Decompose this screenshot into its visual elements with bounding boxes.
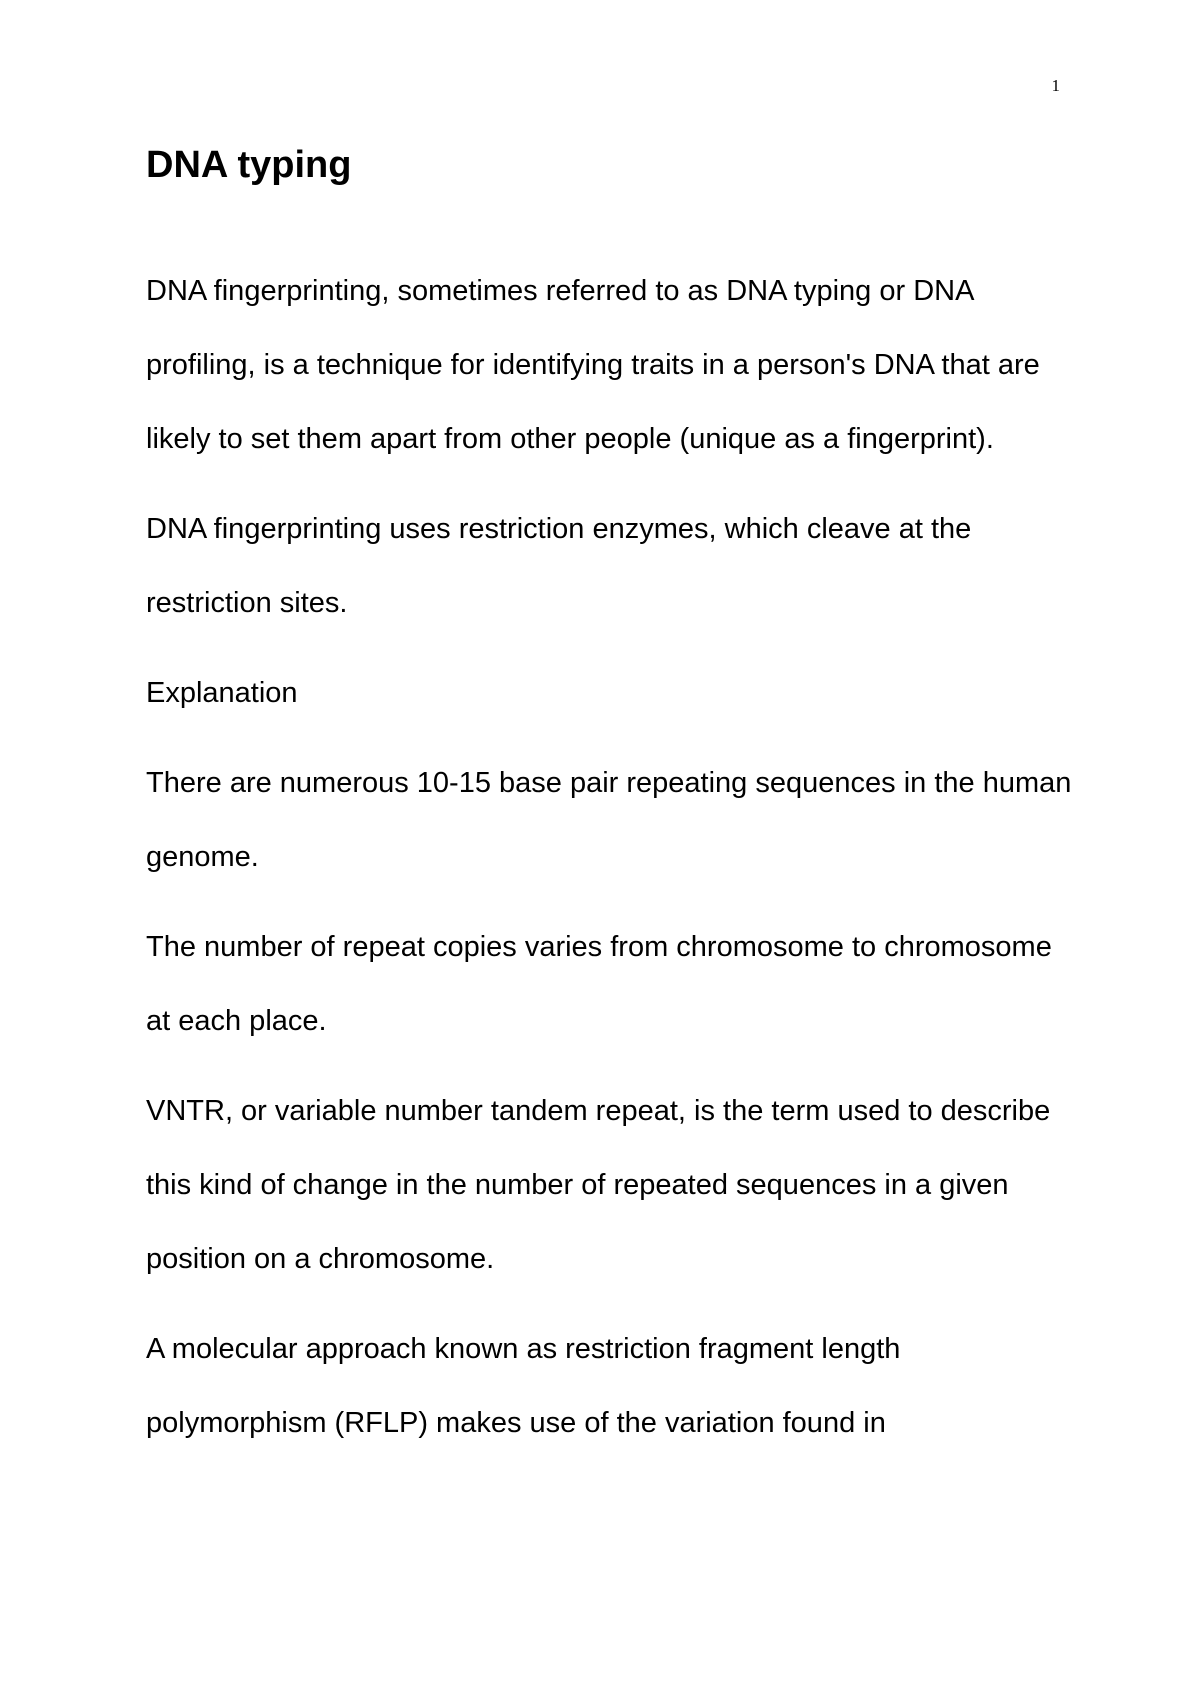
- document-body: [146, 142, 1076, 1476]
- paragraph-rflp: A molecular approach known as restriction fragment length polymorphism (RFLP) makes use of the variation found in: [146, 1333, 901, 1439]
- paragraph-intro: DNA fingerprinting, sometimes referred to as DNA typing or DNA profiling, is a technique for identifying traits in a person's DNA that are likely to set them apart from other people (unique as a fingerprint).: [146, 275, 1040, 455]
- paragraph-repeating-sequences: There are numerous 10-15 base pair repeating sequences in the human genome.: [146, 767, 1072, 873]
- document-title: DNA typing: [146, 144, 352, 186]
- paragraph-explanation-heading: Explanation: [146, 677, 298, 709]
- paragraph-repeat-copies: The number of repeat copies varies from chromosome to chromosome at each place.: [146, 931, 1052, 1037]
- page-number: 1: [1051, 76, 1060, 95]
- paragraph-restriction-enzymes: DNA fingerprinting uses restriction enzymes, which cleave at the restriction sites.: [146, 513, 972, 619]
- paragraph-vntr: VNTR, or variable number tandem repeat, is the term used to describe this kind of change in the number of repeated sequences in a given position on a chromosome.: [146, 1095, 1051, 1275]
